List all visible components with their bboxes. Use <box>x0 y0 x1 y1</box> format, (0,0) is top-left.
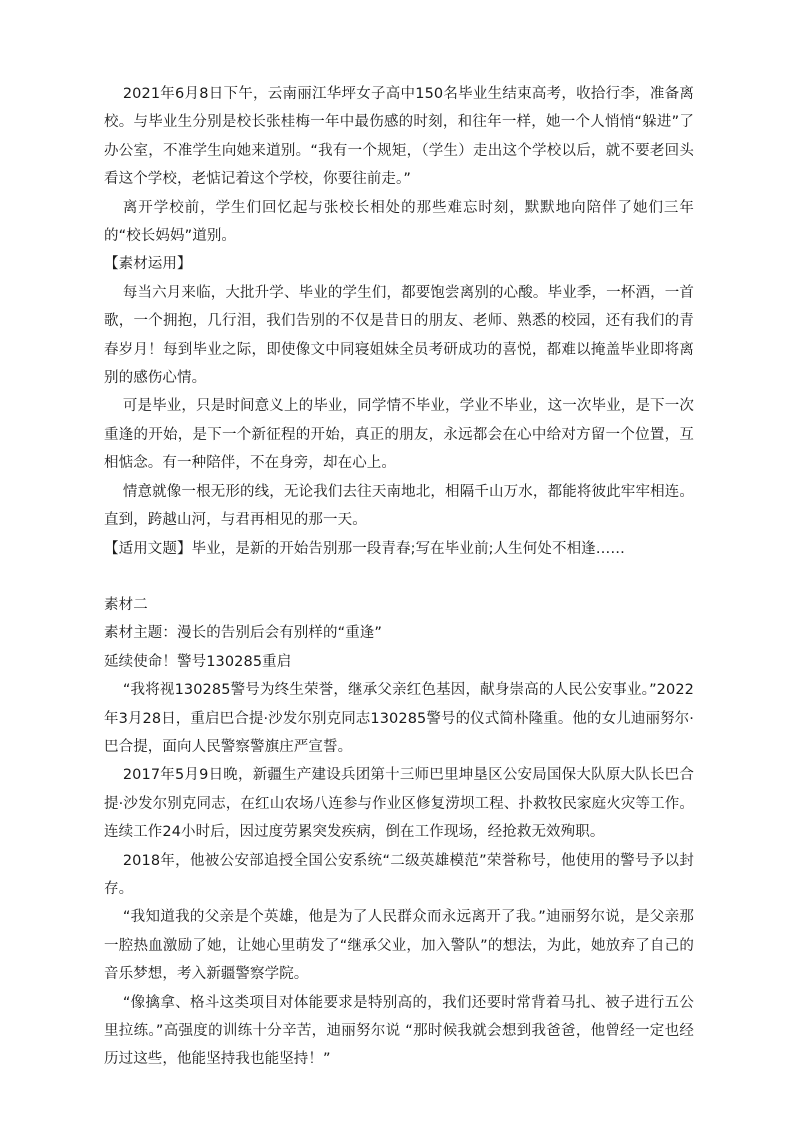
paragraph-applicable-topics: 【适用文题】毕业，是新的开始告别那一段青春;写在毕业前;人生何处不相逢…… <box>104 540 625 557</box>
section-tag-material-use: 【素材运用】 <box>104 256 192 273</box>
paragraph-farewell: 离开学校前，学生们回忆起与张校长相处的那些难忘时刻，默默地向陪伴了她们三年的“校长妈妈”道别。 <box>104 199 694 245</box>
paragraph-2017: 2017年5月9日晚，新疆生产建设兵团第十三师巴里坤垦区公安局国保大队原大队长巴合提·沙发尔别克同志，在红山农场八连参与作业区修复涝坝工程、扑救牧民家庭火灾等工作。连续工作24小时后，因过度劳累突发疾病，倒在工作现场，经抢救无效殉职。 <box>104 767 694 841</box>
paragraph-2018: 2018年，他被公安部追授全国公安系统“二级英雄模范”荣誉称号，他使用的警号予以封存。 <box>104 852 694 897</box>
paragraph-oath: “我将视130285警号为终生荣誉，继承父亲红色基因，献身崇高的人民公安事业。”2022年3月28日，重启巴合提·沙发尔别克同志130285警号的仪式简朴隆重。他的女儿迪丽努尔·巴合提，面向人民警察警旗庄严宣誓。 <box>104 682 694 755</box>
paragraph-graduation-news: 2021年6月8日下午，云南丽江华坪女子高中150名毕业生结束高考，收拾行李，准备离校。与毕业生分别是校长张桂梅一年中最伤感的时刻，和往年一样，她一个人悄悄“躲进”了办公室，不准学生向她来道别。“我有一个规矩，（学生）走出这个学校以后，就不要老回头看这个学校，老惦记着这个学校，你要往前走。” <box>104 86 694 188</box>
paragraph-invisible-thread: 情意就像一根无形的线，无论我们去往天南地北，相隔千山万水，都能将彼此牢牢相连。直到，跨越山河，与君再相见的那一天。 <box>104 483 694 529</box>
paragraph-hero-father: “我知道我的父亲是个英雄，他是为了人民群众而永远离开了我。”迪丽努尔说，是父亲那一腔热血激励了她，让她心里萌发了“继承父业，加入警队”的想法，为此，她放弃了自己的音乐梦想，考入新疆警察学院。 <box>104 909 694 983</box>
blank-line <box>104 563 694 591</box>
material-theme: 素材主题：漫长的告别后会有别样的“重逢” <box>104 625 383 642</box>
material-two-heading: 素材二 <box>104 596 148 613</box>
document-body <box>104 80 694 1074</box>
paragraph-training: “像擒拿、格斗这类项目对体能要求是特别高的，我们还要时常背着马扎、被子进行五公里拉练。”高强度的训练十分辛苦，迪丽努尔说 “那时候我就会想到我爸爸，他曾经一定也经历过这些，他能坚持我也能坚持！” <box>104 994 694 1068</box>
paragraph-june-graduation: 每当六月来临，大批升学、毕业的学生们，都要饱尝离别的心酸。毕业季，一杯酒，一首歌，一个拥抱，几行泪，我们告别的不仅是昔日的朋友、老师、熟悉的校园，还有我们的青春岁月！每到毕业之际，即使像文中同寝姐妹全员考研成功的喜悦，都难以掩盖毕业即将离别的感伤心情。 <box>104 284 694 387</box>
story-title: 延续使命！警号130285重启 <box>104 653 292 670</box>
paragraph-graduation-meaning: 可是毕业，只是时间意义上的毕业，同学情不毕业，学业不毕业，这一次毕业，是下一次重逢的开始，是下一个新征程的开始，真正的朋友，永远都会在心中给对方留一个位置，互相惦念。有一种陪伴，不在身旁，却在心上。 <box>104 398 694 472</box>
